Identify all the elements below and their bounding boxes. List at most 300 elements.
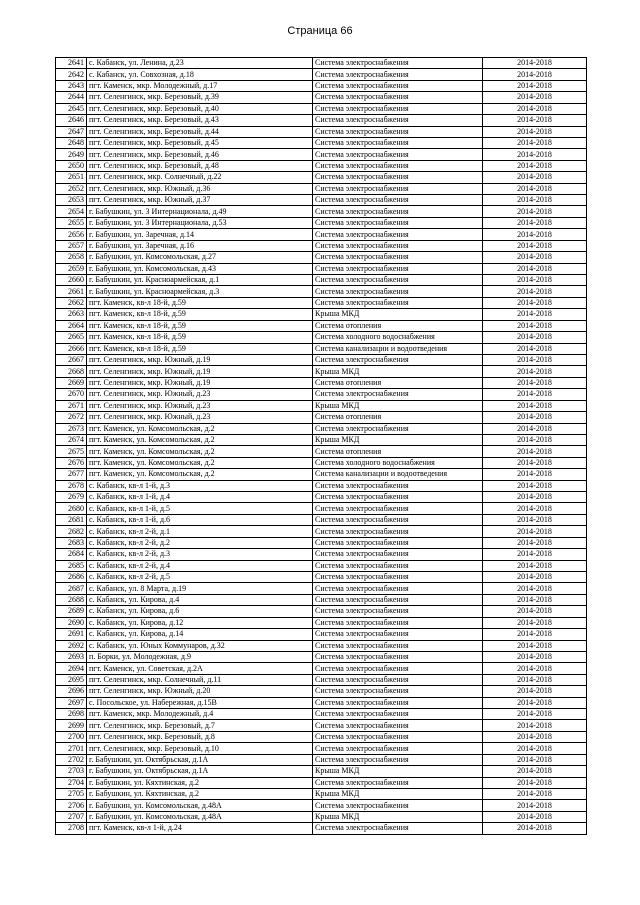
address-cell: пгт. Каменск, ул. Советская, д.2А bbox=[87, 663, 313, 674]
row-number-cell: 2657 bbox=[56, 240, 87, 251]
work-type-cell: Система канализации и водоотведения bbox=[313, 469, 483, 480]
address-cell: пгт. Каменск, ул. Комсомольская, д.2 bbox=[87, 434, 313, 445]
period-cell: 2014-2018 bbox=[483, 252, 587, 263]
address-cell: пгт. Селенгинск, мкр. Южный, д.20 bbox=[87, 686, 313, 697]
period-cell: 2014-2018 bbox=[483, 617, 587, 628]
address-cell: пгт. Селенгинск, мкр. Южный, д.37 bbox=[87, 195, 313, 206]
row-number-cell: 2677 bbox=[56, 469, 87, 480]
table-row bbox=[56, 172, 587, 183]
period-cell: 2014-2018 bbox=[483, 686, 587, 697]
period-cell: 2014-2018 bbox=[483, 115, 587, 126]
period-cell: 2014-2018 bbox=[483, 789, 587, 800]
row-number-cell: 2666 bbox=[56, 343, 87, 354]
work-type-cell: Система электроснабжения bbox=[313, 69, 483, 80]
work-type-cell: Крыша МКД bbox=[313, 366, 483, 377]
address-cell: г. Бабушкин, ул. Заречная, д.14 bbox=[87, 229, 313, 240]
table-row bbox=[56, 766, 587, 777]
period-cell: 2014-2018 bbox=[483, 126, 587, 137]
work-type-cell: Система электроснабжения bbox=[313, 389, 483, 400]
work-type-cell: Система электроснабжения bbox=[313, 263, 483, 274]
period-cell: 2014-2018 bbox=[483, 423, 587, 434]
row-number-cell: 2698 bbox=[56, 709, 87, 720]
row-number-cell: 2656 bbox=[56, 229, 87, 240]
work-type-cell: Система электроснабжения bbox=[313, 674, 483, 685]
address-cell: пгт. Каменск, кв-л 18-й, д.59 bbox=[87, 343, 313, 354]
period-cell: 2014-2018 bbox=[483, 412, 587, 423]
table-row bbox=[56, 697, 587, 708]
work-type-cell: Система электроснабжения bbox=[313, 560, 483, 571]
row-number-cell: 2643 bbox=[56, 80, 87, 91]
row-number-cell: 2678 bbox=[56, 480, 87, 491]
row-number-cell: 2687 bbox=[56, 583, 87, 594]
row-number-cell: 2660 bbox=[56, 275, 87, 286]
address-cell: г. Бабушкин, ул. Комсомольская, д.27 bbox=[87, 252, 313, 263]
table-row bbox=[56, 332, 587, 343]
address-cell: пгт. Селенгинск, мкр. Южный, д.19 bbox=[87, 354, 313, 365]
table-row bbox=[56, 583, 587, 594]
row-number-cell: 2642 bbox=[56, 69, 87, 80]
table-row bbox=[56, 720, 587, 731]
row-number-cell: 2674 bbox=[56, 434, 87, 445]
work-type-cell: Система электроснабжения bbox=[313, 149, 483, 160]
row-number-cell: 2651 bbox=[56, 172, 87, 183]
period-cell: 2014-2018 bbox=[483, 92, 587, 103]
address-cell: с. Кабанск, ул. Кирова, д.6 bbox=[87, 606, 313, 617]
work-type-cell: Система электроснабжения bbox=[313, 229, 483, 240]
period-cell: 2014-2018 bbox=[483, 160, 587, 171]
table-row bbox=[56, 514, 587, 525]
work-type-cell: Система отопления bbox=[313, 412, 483, 423]
address-cell: г. Бабушкин, ул. Комсомольская, д.48А bbox=[87, 811, 313, 822]
address-cell: пгт. Селенгинск, мкр. Березовый, д.40 bbox=[87, 103, 313, 114]
work-type-cell: Система электроснабжения bbox=[313, 206, 483, 217]
address-cell: г. Бабушкин, ул. 3 Интернационала, д.53 bbox=[87, 217, 313, 228]
address-cell: с. Посольское, ул. Набережная, д.15В bbox=[87, 697, 313, 708]
row-number-cell: 2691 bbox=[56, 629, 87, 640]
period-cell: 2014-2018 bbox=[483, 709, 587, 720]
period-cell: 2014-2018 bbox=[483, 640, 587, 651]
row-number-cell: 2663 bbox=[56, 309, 87, 320]
work-type-cell: Система электроснабжения bbox=[313, 743, 483, 754]
period-cell: 2014-2018 bbox=[483, 183, 587, 194]
period-cell: 2014-2018 bbox=[483, 549, 587, 560]
period-cell: 2014-2018 bbox=[483, 275, 587, 286]
address-cell: с. Кабанск, кв-л 2-й, д.2 bbox=[87, 537, 313, 548]
row-number-cell: 2646 bbox=[56, 115, 87, 126]
row-number-cell: 2645 bbox=[56, 103, 87, 114]
row-number-cell: 2706 bbox=[56, 800, 87, 811]
table-row bbox=[56, 731, 587, 742]
address-cell: с. Кабанск, ул. Совхозная, д.18 bbox=[87, 69, 313, 80]
table-row bbox=[56, 571, 587, 582]
table-row bbox=[56, 674, 587, 685]
row-number-cell: 2662 bbox=[56, 297, 87, 308]
period-cell: 2014-2018 bbox=[483, 583, 587, 594]
table-row bbox=[56, 434, 587, 445]
row-number-cell: 2699 bbox=[56, 720, 87, 731]
work-type-cell: Система электроснабжения bbox=[313, 514, 483, 525]
period-cell: 2014-2018 bbox=[483, 389, 587, 400]
work-type-cell: Система электроснабжения bbox=[313, 480, 483, 491]
address-cell: пгт. Селенгинск, мкр. Березовый, д.8 bbox=[87, 731, 313, 742]
table-row bbox=[56, 594, 587, 605]
address-cell: с. Кабанск, кв-л 1-й, д.6 bbox=[87, 514, 313, 525]
table-row bbox=[56, 366, 587, 377]
address-cell: пгт. Селенгинск, мкр. Южный, д.19 bbox=[87, 366, 313, 377]
address-cell: пгт. Каменск, ул. Комсомольская, д.2 bbox=[87, 469, 313, 480]
work-type-cell: Система электроснабжения bbox=[313, 617, 483, 628]
work-type-cell: Система электроснабжения bbox=[313, 115, 483, 126]
period-cell: 2014-2018 bbox=[483, 263, 587, 274]
period-cell: 2014-2018 bbox=[483, 571, 587, 582]
row-number-cell: 2676 bbox=[56, 457, 87, 468]
table-row bbox=[56, 126, 587, 137]
row-number-cell: 2681 bbox=[56, 514, 87, 525]
work-type-cell: Система электроснабжения bbox=[313, 777, 483, 788]
row-number-cell: 2689 bbox=[56, 606, 87, 617]
row-number-cell: 2658 bbox=[56, 252, 87, 263]
work-type-cell: Система электроснабжения bbox=[313, 549, 483, 560]
row-number-cell: 2682 bbox=[56, 526, 87, 537]
work-type-cell: Система электроснабжения bbox=[313, 126, 483, 137]
row-number-cell: 2707 bbox=[56, 811, 87, 822]
table-row bbox=[56, 58, 587, 69]
address-cell: пгт. Каменск, кв-л 1-й, д.24 bbox=[87, 823, 313, 834]
period-cell: 2014-2018 bbox=[483, 229, 587, 240]
table-row bbox=[56, 651, 587, 662]
table-row bbox=[56, 195, 587, 206]
table-row bbox=[56, 789, 587, 800]
row-number-cell: 2702 bbox=[56, 754, 87, 765]
period-cell: 2014-2018 bbox=[483, 743, 587, 754]
row-number-cell: 2654 bbox=[56, 206, 87, 217]
address-cell: с. Кабанск, кв-л 1-й, д.3 bbox=[87, 480, 313, 491]
address-cell: пгт. Каменск, мкр. Молодежный, д.17 bbox=[87, 80, 313, 91]
work-type-cell: Крыша МКД bbox=[313, 766, 483, 777]
work-type-cell: Система электроснабжения bbox=[313, 629, 483, 640]
address-cell: с. Кабанск, кв-л 2-й, д.1 bbox=[87, 526, 313, 537]
period-cell: 2014-2018 bbox=[483, 526, 587, 537]
work-type-cell: Система электроснабжения bbox=[313, 172, 483, 183]
register-table bbox=[55, 57, 587, 835]
work-type-cell: Крыша МКД bbox=[313, 811, 483, 822]
table-row bbox=[56, 309, 587, 320]
work-type-cell: Система электроснабжения bbox=[313, 526, 483, 537]
address-cell: пгт. Селенгинск, мкр. Южный, д.36 bbox=[87, 183, 313, 194]
period-cell: 2014-2018 bbox=[483, 217, 587, 228]
row-number-cell: 2649 bbox=[56, 149, 87, 160]
work-type-cell: Система электроснабжения bbox=[313, 663, 483, 674]
work-type-cell: Система электроснабжения bbox=[313, 275, 483, 286]
address-cell: с. Кабанск, кв-л 2-й, д.3 bbox=[87, 549, 313, 560]
table-row bbox=[56, 286, 587, 297]
table-row bbox=[56, 389, 587, 400]
table-row bbox=[56, 560, 587, 571]
period-cell: 2014-2018 bbox=[483, 80, 587, 91]
work-type-cell: Система электроснабжения bbox=[313, 183, 483, 194]
work-type-cell: Система электроснабжения bbox=[313, 58, 483, 69]
period-cell: 2014-2018 bbox=[483, 697, 587, 708]
table-row bbox=[56, 743, 587, 754]
address-cell: пгт. Селенгинск, мкр. Березовый, д.43 bbox=[87, 115, 313, 126]
address-cell: г. Бабушкин, ул. 3 Интернационала, д.49 bbox=[87, 206, 313, 217]
period-cell: 2014-2018 bbox=[483, 766, 587, 777]
period-cell: 2014-2018 bbox=[483, 823, 587, 834]
table-row bbox=[56, 640, 587, 651]
row-number-cell: 2688 bbox=[56, 594, 87, 605]
work-type-cell: Система электроснабжения bbox=[313, 583, 483, 594]
work-type-cell: Система электроснабжения bbox=[313, 571, 483, 582]
row-number-cell: 2647 bbox=[56, 126, 87, 137]
table-row bbox=[56, 400, 587, 411]
table-row bbox=[56, 103, 587, 114]
period-cell: 2014-2018 bbox=[483, 332, 587, 343]
address-cell: пгт. Каменск, ул. Комсомольская, д.2 bbox=[87, 457, 313, 468]
address-cell: г. Бабушкин, ул. Кяхтинская, д.2 bbox=[87, 789, 313, 800]
table-row bbox=[56, 149, 587, 160]
row-number-cell: 2670 bbox=[56, 389, 87, 400]
work-type-cell: Система отопления bbox=[313, 320, 483, 331]
table-row bbox=[56, 160, 587, 171]
work-type-cell: Система электроснабжения bbox=[313, 503, 483, 514]
row-number-cell: 2650 bbox=[56, 160, 87, 171]
row-number-cell: 2668 bbox=[56, 366, 87, 377]
table-row bbox=[56, 354, 587, 365]
address-cell: с. Кабанск, кв-л 1-й, д.4 bbox=[87, 492, 313, 503]
period-cell: 2014-2018 bbox=[483, 58, 587, 69]
work-type-cell: Система электроснабжения bbox=[313, 354, 483, 365]
period-cell: 2014-2018 bbox=[483, 149, 587, 160]
row-number-cell: 2693 bbox=[56, 651, 87, 662]
address-cell: с. Кабанск, ул. 8 Марта, д.19 bbox=[87, 583, 313, 594]
row-number-cell: 2700 bbox=[56, 731, 87, 742]
row-number-cell: 2686 bbox=[56, 571, 87, 582]
work-type-cell: Система электроснабжения bbox=[313, 606, 483, 617]
work-type-cell: Система электроснабжения bbox=[313, 800, 483, 811]
row-number-cell: 2665 bbox=[56, 332, 87, 343]
period-cell: 2014-2018 bbox=[483, 537, 587, 548]
row-number-cell: 2653 bbox=[56, 195, 87, 206]
period-cell: 2014-2018 bbox=[483, 720, 587, 731]
address-cell: пгт. Каменск, мкр. Молодежный, д.4 bbox=[87, 709, 313, 720]
period-cell: 2014-2018 bbox=[483, 195, 587, 206]
table-row bbox=[56, 617, 587, 628]
period-cell: 2014-2018 bbox=[483, 663, 587, 674]
period-cell: 2014-2018 bbox=[483, 674, 587, 685]
table-row bbox=[56, 320, 587, 331]
table-row bbox=[56, 537, 587, 548]
row-number-cell: 2648 bbox=[56, 137, 87, 148]
table-row bbox=[56, 252, 587, 263]
address-cell: пгт. Каменск, кв-л 18-й, д.59 bbox=[87, 320, 313, 331]
work-type-cell: Система электроснабжения bbox=[313, 640, 483, 651]
table-row bbox=[56, 343, 587, 354]
table-row bbox=[56, 206, 587, 217]
row-number-cell: 2675 bbox=[56, 446, 87, 457]
row-number-cell: 2659 bbox=[56, 263, 87, 274]
row-number-cell: 2701 bbox=[56, 743, 87, 754]
table-row bbox=[56, 115, 587, 126]
row-number-cell: 2644 bbox=[56, 92, 87, 103]
address-cell: пгт. Селенгинск, мкр. Березовый, д.45 bbox=[87, 137, 313, 148]
row-number-cell: 2694 bbox=[56, 663, 87, 674]
work-type-cell: Система электроснабжения bbox=[313, 594, 483, 605]
table-row bbox=[56, 263, 587, 274]
row-number-cell: 2695 bbox=[56, 674, 87, 685]
work-type-cell: Система электроснабжения bbox=[313, 697, 483, 708]
row-number-cell: 2685 bbox=[56, 560, 87, 571]
work-type-cell: Крыша МКД bbox=[313, 789, 483, 800]
work-type-cell: Система отопления bbox=[313, 377, 483, 388]
address-cell: с. Кабанск, ул. Юных Коммунаров, д.32 bbox=[87, 640, 313, 651]
table-row bbox=[56, 492, 587, 503]
period-cell: 2014-2018 bbox=[483, 309, 587, 320]
address-cell: с. Кабанск, ул. Кирова, д.4 bbox=[87, 594, 313, 605]
table-row bbox=[56, 480, 587, 491]
period-cell: 2014-2018 bbox=[483, 354, 587, 365]
row-number-cell: 2680 bbox=[56, 503, 87, 514]
period-cell: 2014-2018 bbox=[483, 457, 587, 468]
row-number-cell: 2697 bbox=[56, 697, 87, 708]
table-row bbox=[56, 80, 587, 91]
work-type-cell: Система электроснабжения bbox=[313, 492, 483, 503]
table-row bbox=[56, 183, 587, 194]
table-row bbox=[56, 297, 587, 308]
address-cell: с. Кабанск, кв-л 1-й, д.5 bbox=[87, 503, 313, 514]
table-row bbox=[56, 469, 587, 480]
address-cell: г. Бабушкин, ул. Октябрьская, д.1А bbox=[87, 754, 313, 765]
period-cell: 2014-2018 bbox=[483, 172, 587, 183]
table-row bbox=[56, 526, 587, 537]
work-type-cell: Система электроснабжения bbox=[313, 754, 483, 765]
period-cell: 2014-2018 bbox=[483, 480, 587, 491]
table-row bbox=[56, 549, 587, 560]
row-number-cell: 2652 bbox=[56, 183, 87, 194]
address-cell: пгт. Селенгинск, мкр. Южный, д.23 bbox=[87, 412, 313, 423]
work-type-cell: Система электроснабжения bbox=[313, 731, 483, 742]
address-cell: пгт. Селенгинск, мкр. Солнечный, д.11 bbox=[87, 674, 313, 685]
table-row bbox=[56, 377, 587, 388]
work-type-cell: Система электроснабжения bbox=[313, 686, 483, 697]
row-number-cell: 2696 bbox=[56, 686, 87, 697]
address-cell: пгт. Каменск, кв-л 18-й, д.59 bbox=[87, 297, 313, 308]
work-type-cell: Система электроснабжения bbox=[313, 537, 483, 548]
work-type-cell: Система электроснабжения bbox=[313, 160, 483, 171]
table-row bbox=[56, 446, 587, 457]
period-cell: 2014-2018 bbox=[483, 731, 587, 742]
row-number-cell: 2669 bbox=[56, 377, 87, 388]
period-cell: 2014-2018 bbox=[483, 560, 587, 571]
period-cell: 2014-2018 bbox=[483, 297, 587, 308]
row-number-cell: 2705 bbox=[56, 789, 87, 800]
period-cell: 2014-2018 bbox=[483, 811, 587, 822]
table-row bbox=[56, 800, 587, 811]
work-type-cell: Система электроснабжения bbox=[313, 92, 483, 103]
page-title: Страница 66 bbox=[287, 25, 353, 37]
row-number-cell: 2672 bbox=[56, 412, 87, 423]
row-number-cell: 2671 bbox=[56, 400, 87, 411]
table-row bbox=[56, 606, 587, 617]
address-cell: п. Борки, ул. Молодежная, д.9 bbox=[87, 651, 313, 662]
table-row bbox=[56, 457, 587, 468]
table-row bbox=[56, 686, 587, 697]
address-cell: с. Кабанск, кв-л 2-й, д.5 bbox=[87, 571, 313, 582]
row-number-cell: 2664 bbox=[56, 320, 87, 331]
work-type-cell: Система электроснабжения bbox=[313, 240, 483, 251]
table-row bbox=[56, 777, 587, 788]
work-type-cell: Система электроснабжения bbox=[313, 217, 483, 228]
address-cell: с. Кабанск, ул. Кирова, д.14 bbox=[87, 629, 313, 640]
address-cell: г. Бабушкин, ул. Комсомольская, д.43 bbox=[87, 263, 313, 274]
period-cell: 2014-2018 bbox=[483, 400, 587, 411]
table-row bbox=[56, 423, 587, 434]
work-type-cell: Система канализации и водоотведения bbox=[313, 343, 483, 354]
work-type-cell: Система электроснабжения bbox=[313, 720, 483, 731]
work-type-cell: Крыша МКД bbox=[313, 309, 483, 320]
address-cell: пгт. Селенгинск, мкр. Березовый, д.46 bbox=[87, 149, 313, 160]
address-cell: пгт. Селенгинск, мкр. Березовый, д.48 bbox=[87, 160, 313, 171]
period-cell: 2014-2018 bbox=[483, 503, 587, 514]
table-row bbox=[56, 412, 587, 423]
period-cell: 2014-2018 bbox=[483, 286, 587, 297]
address-cell: пгт. Селенгинск, мкр. Южный, д.23 bbox=[87, 400, 313, 411]
table-row bbox=[56, 92, 587, 103]
row-number-cell: 2641 bbox=[56, 58, 87, 69]
address-cell: г. Бабушкин, ул. Кяхтинская, д.2 bbox=[87, 777, 313, 788]
address-cell: пгт. Селенгинск, мкр. Березовый, д.10 bbox=[87, 743, 313, 754]
period-cell: 2014-2018 bbox=[483, 103, 587, 114]
table-row bbox=[56, 275, 587, 286]
address-cell: пгт. Селенгинск, мкр. Солнечный, д.22 bbox=[87, 172, 313, 183]
table-row bbox=[56, 217, 587, 228]
row-number-cell: 2655 bbox=[56, 217, 87, 228]
work-type-cell: Крыша МКД bbox=[313, 400, 483, 411]
table-row bbox=[56, 229, 587, 240]
row-number-cell: 2708 bbox=[56, 823, 87, 834]
row-number-cell: 2661 bbox=[56, 286, 87, 297]
address-cell: г. Бабушкин, ул. Красноармейская, д.1 bbox=[87, 275, 313, 286]
register-table-body bbox=[56, 58, 587, 835]
address-cell: пгт. Селенгинск, мкр. Южный, д.19 bbox=[87, 377, 313, 388]
address-cell: пгт. Каменск, ул. Комсомольская, д.2 bbox=[87, 446, 313, 457]
row-number-cell: 2667 bbox=[56, 354, 87, 365]
address-cell: пгт. Селенгинск, мкр. Березовый, д.44 bbox=[87, 126, 313, 137]
work-type-cell: Система электроснабжения bbox=[313, 297, 483, 308]
row-number-cell: 2690 bbox=[56, 617, 87, 628]
work-type-cell: Система электроснабжения bbox=[313, 423, 483, 434]
row-number-cell: 2679 bbox=[56, 492, 87, 503]
table-row bbox=[56, 629, 587, 640]
table-row bbox=[56, 754, 587, 765]
work-type-cell: Система электроснабжения bbox=[313, 195, 483, 206]
work-type-cell: Система электроснабжения bbox=[313, 103, 483, 114]
period-cell: 2014-2018 bbox=[483, 69, 587, 80]
address-cell: г. Бабушкин, ул. Красноармейская, д.3 bbox=[87, 286, 313, 297]
work-type-cell: Система электроснабжения bbox=[313, 252, 483, 263]
work-type-cell: Система электроснабжения bbox=[313, 80, 483, 91]
table-row bbox=[56, 240, 587, 251]
period-cell: 2014-2018 bbox=[483, 492, 587, 503]
address-cell: г. Бабушкин, ул. Комсомольская, д.48А bbox=[87, 800, 313, 811]
table-row bbox=[56, 503, 587, 514]
work-type-cell: Система электроснабжения bbox=[313, 286, 483, 297]
address-cell: с. Кабанск, ул. Ленина, д.23 bbox=[87, 58, 313, 69]
table-row bbox=[56, 823, 587, 834]
period-cell: 2014-2018 bbox=[483, 434, 587, 445]
period-cell: 2014-2018 bbox=[483, 343, 587, 354]
table-row bbox=[56, 709, 587, 720]
address-cell: пгт. Каменск, ул. Комсомольская, д.2 bbox=[87, 423, 313, 434]
